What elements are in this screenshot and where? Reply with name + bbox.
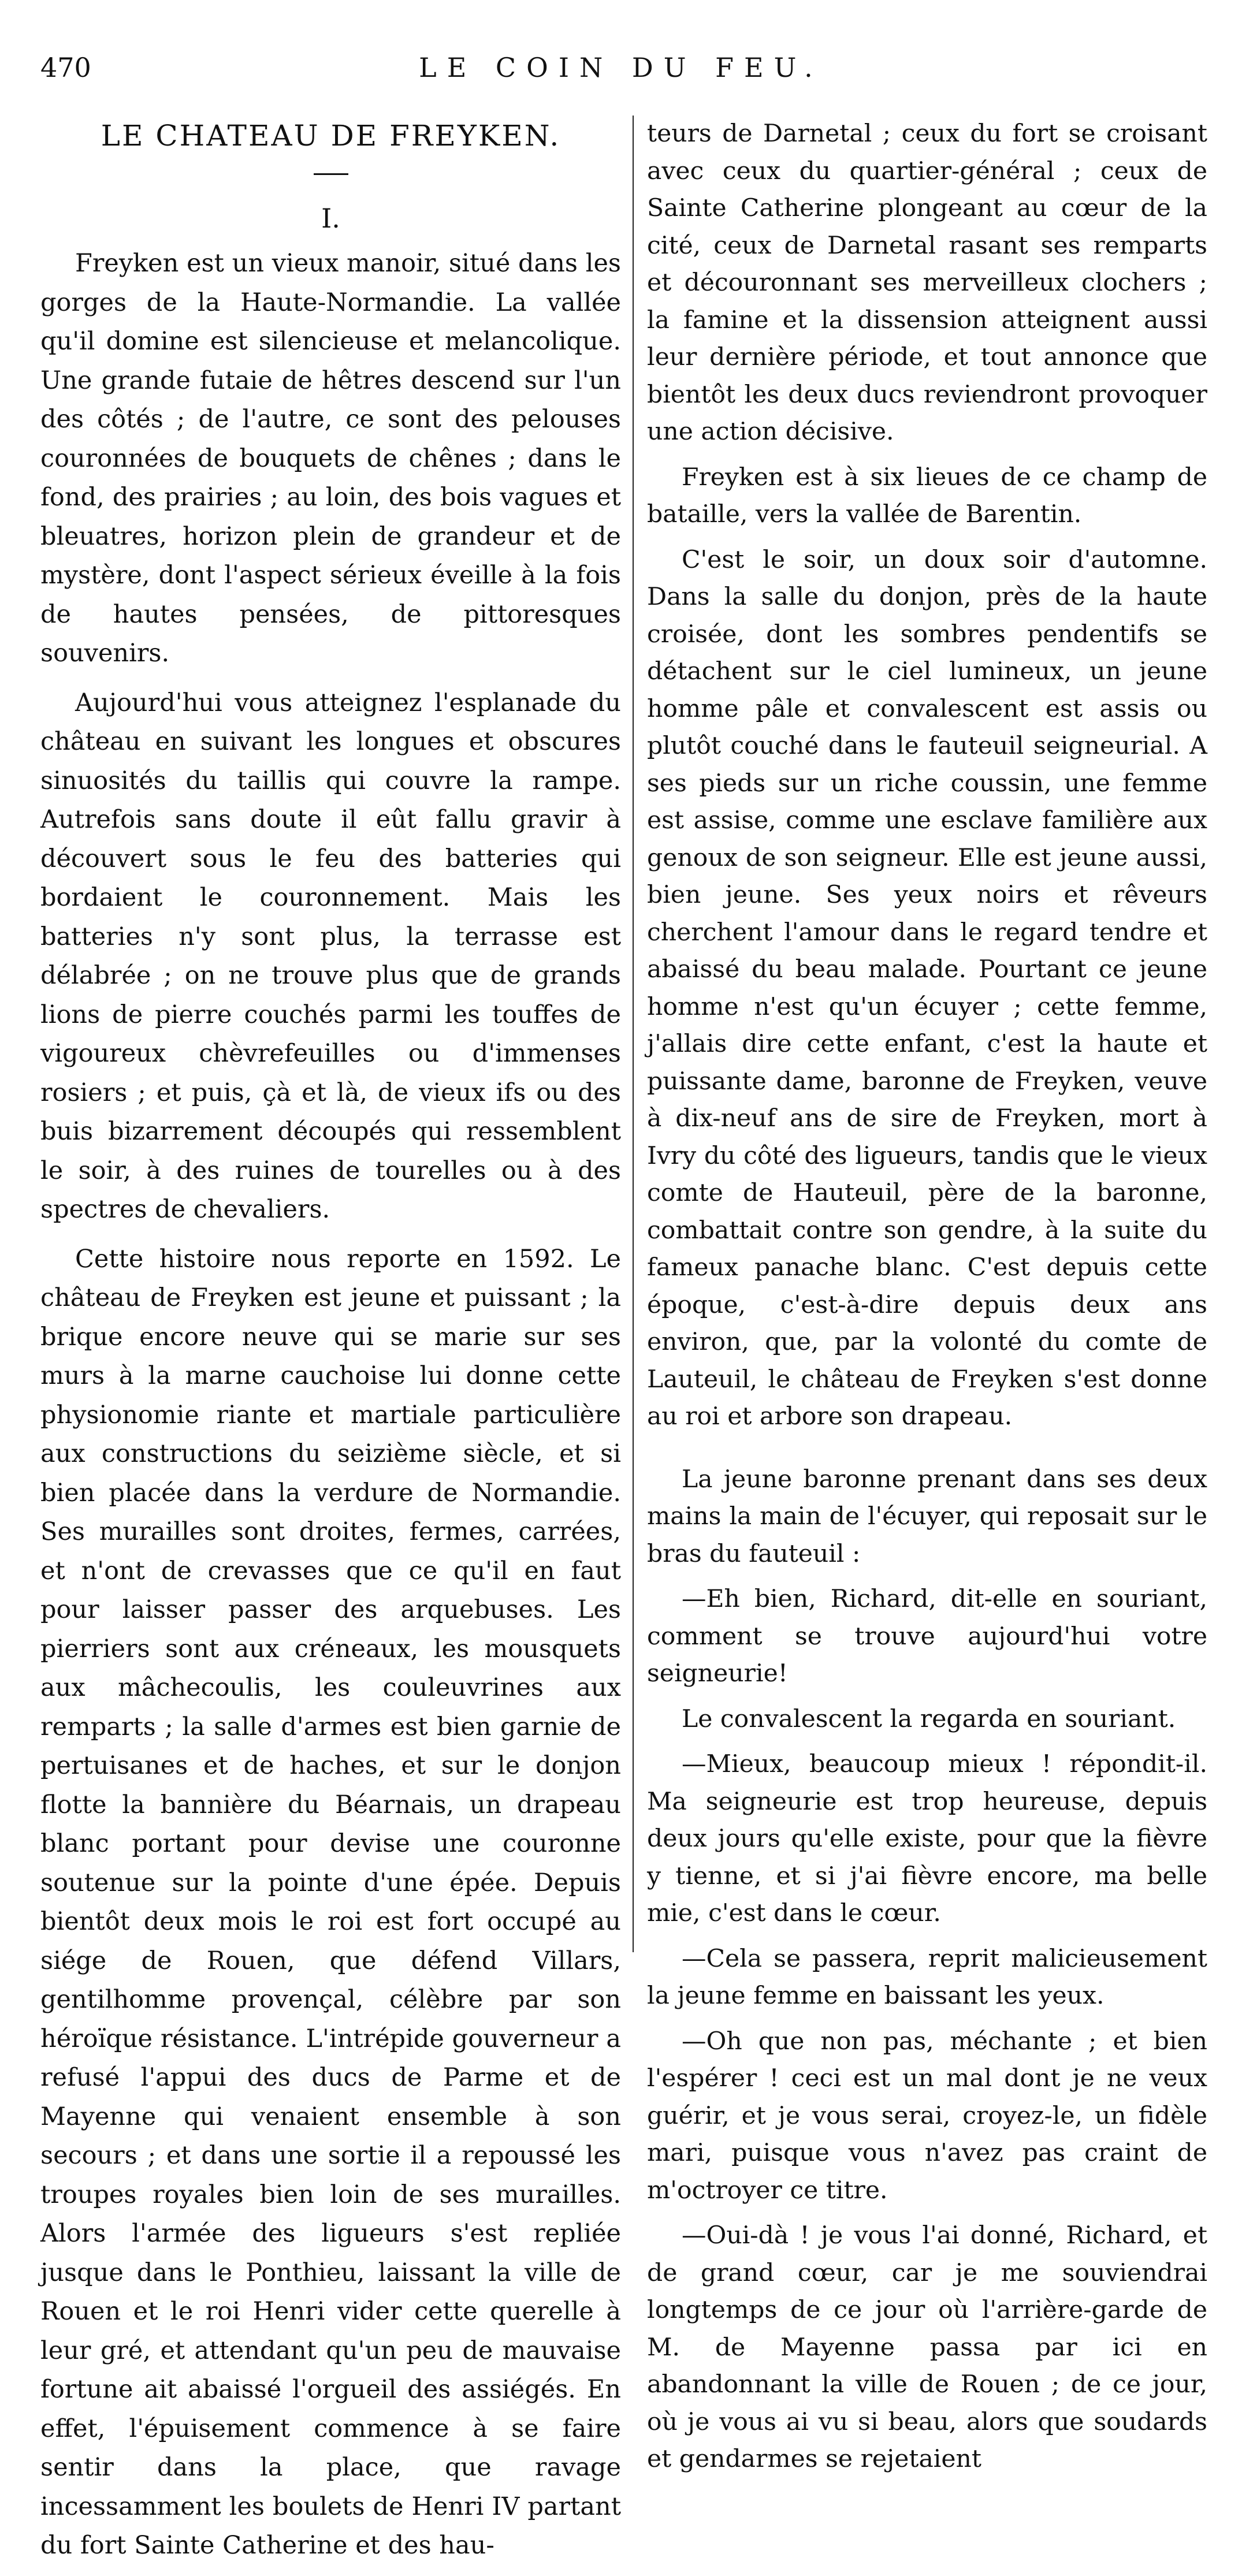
dialogue-paragraph: —Eh bien, Richard, dit-elle en souriant, comment se trouve aujourd'hui votre seigneurie! [647, 1585, 1207, 1688]
article-title: LE CHATEAU DE FREYKEN. [101, 119, 561, 152]
paragraph: Freyken est un vieux manoir, situé dans les gorges de la Haute-Normandie. La vallée qu'il domine est silencieuse et melancolique. Une grande futaie de hêtres descend sur l'un des côtés ; de l'autre, ce sont des pelouses couronnées de bouquets de chênes ; dans le fond, des prairies ; au loin, des bois vagues et bleuatres, horizon plein de grandeur et de mystère, dont l'aspect sérieux éveille à la fois de hautes pensées, de pittoresques souvenirs. [40, 249, 621, 668]
chapter-number: I. [321, 203, 340, 234]
paragraph: teurs de Darnetal ; ceux du fort se croisant avec ceux du quartier-général ; ceux de Sainte Catherine plongeant au cœur de la cité, ceux de Darnetal rasant ses remparts et découronnant ses merveilleux clochers ; la famine et la dissension atteignent aussi leur dernière période, et tout annonce que bientôt les deux ducs reviendront provoquer une action décisive. [647, 120, 1207, 446]
dialogue-paragraph: —Oui-dà ! je vous l'ai donné, Richard, et de grand cœur, car je me souviendrai longtemps de ce jour où l'arrière-garde de M. de Mayenne passa par ici en abandonnant la ville de Rouen ; de ce jour, où je vous ai vu si beau, alors que soudards et gendarmes se rejetaient [647, 2221, 1207, 2473]
paragraph: La jeune baronne prenant dans ses deux mains la main de l'écuyer, qui reposait sur le bras du fauteuil : [647, 1465, 1207, 1568]
paragraph: Cette histoire nous reporte en 1592. Le château de Freyken est jeune et puissant ; la brique encore neuve qui se marie sur ses murs à la marne cauchoise lui donne cette physionomie riante et martiale particulière aux constructions du seizième siècle, et si bien placée dans la verdure de Normandie. Ses murailles sont droites, fermes, carrées, et n'ont de crevasses que ce qu'il en faut pour laisser passer des arquebuses. Les pierriers sont aux créneaux, les mousquets aux mâchecoulis, les couleuvrines aux remparts ; la salle d'armes est bien garnie de pertuisanes et de haches, et sur le donjon flotte la bannière du Béarnais, un drapeau blanc portant pour devise une couronne soutenue sur la pointe d'une épée. Depuis bientôt deux mois le roi est fort occupé au siége de Rouen, que défend Villars, gentilhomme provençal, célèbre par son héroïque résistance. L'intrépide gouverneur a refusé l'appui des ducs de Parme et de Mayenne qui venaient ensemble à son secours ; et dans une sortie il a repoussé les troupes royales bien loin de ses murailles. Alors l'armée des ligueurs s'est repliée jusque dans le Ponthieu, laissant la ville de Rouen et le roi Henri vider cette querelle à leur gré, et attendant qu'un peu de mauvaise fortune ait abaissé l'orgueil des assiégés. En effet, l'épuisement commence à se faire sentir dans la place, que ravage incessamment les boulets de Henri IV partant du fort Sainte Catherine et des hau- [40, 1244, 621, 2560]
title-dash-divider [314, 173, 348, 175]
paragraph: Freyken est à six lieues de ce champ de bataille, vers la vallée de Barentin. [647, 463, 1207, 528]
paragraph: C'est le soir, un doux soir d'automne. Dans la salle du donjon, près de la haute croisée, dont les sombres pendentifs se détachent sur le ciel lumineux, un jeune homme pâle et convalescent est assis ou plutôt couché dans le fauteuil seigneurial. A ses pieds sur un riche coussin, une femme est assise, comme une esclave familière aux genoux de son seigneur. Elle est jeune aussi, bien jeune. Ses yeux noirs et rêveurs cherchent l'amour dans le regard tendre et abaissé du beau malade. Pourtant ce jeune homme n'est qu'un écuyer ; cette femme, j'allais dire cette enfant, c'est la haute et puissante dame, baronne de Freyken, veuve à dix-neuf ans de sire de Freyken, mort à Ivry du côté des ligueurs, tandis que le vieux comte de Hauteuil, père de la baronne, combattait contre son gendre, à la suite du fameux panache blanc. C'est depuis cette époque, c'est-à-dire depuis deux ans environ, que, par la volonté du comte de Lauteuil, le château de Freyken s'est donne au roi et arbore son drapeau. [647, 545, 1207, 1431]
column-divider [633, 116, 634, 1952]
dialogue-paragraph: —Cela se passera, reprit malicieusement la jeune femme en baissant les yeux. [647, 1944, 1207, 2010]
section-gap [647, 1444, 1207, 1461]
page-header [35, 52, 1207, 92]
paragraph: Aujourd'hui vous atteignez l'esplanade du château en suivant les longues et obscures sinuosités du taillis qui couvre la rampe. Autrefois sans doute il eût fallu gravir à découvert sous le feu des batteries qui bordaient le couronnement. Mais les batteries n'y sont plus, la terrasse est délabrée ; on ne trouve plus que de grands lions de pierre couchés parmi les touffes de vigoureux chèvrefeuilles ou d'immenses rosiers ; et puis, çà et là, de vieux ifs ou des buis bizarrement découpés qui ressemblent le soir, à des ruines de tourelles ou à des spectres de chevaliers. [40, 688, 621, 1224]
running-title: LE COIN DU FEU. [419, 52, 823, 83]
paragraph: Le convalescent la regarda en souriant. [682, 1704, 1176, 1733]
dialogue-paragraph: —Oh que non pas, méchante ; et bien l'espérer ! ceci est un mal dont je ne veux guérir, et je vous serai, croyez-le, un fidèle mari, puisque vous n'avez pas craint de m'octroyer ce titre. [647, 2027, 1207, 2205]
left-column [40, 116, 621, 2576]
page-number: 470 [40, 52, 91, 83]
two-column-body [40, 116, 1207, 2560]
dialogue-paragraph: —Mieux, beaucoup mieux ! répondit-il. Ma seigneurie est trop heureuse, depuis deux jours qu'elle existe, pour que la fièvre y tienne, et si j'ai fièvre encore, ma belle mie, c'est dans le cœur. [647, 1750, 1207, 1927]
right-column [647, 116, 1207, 2486]
